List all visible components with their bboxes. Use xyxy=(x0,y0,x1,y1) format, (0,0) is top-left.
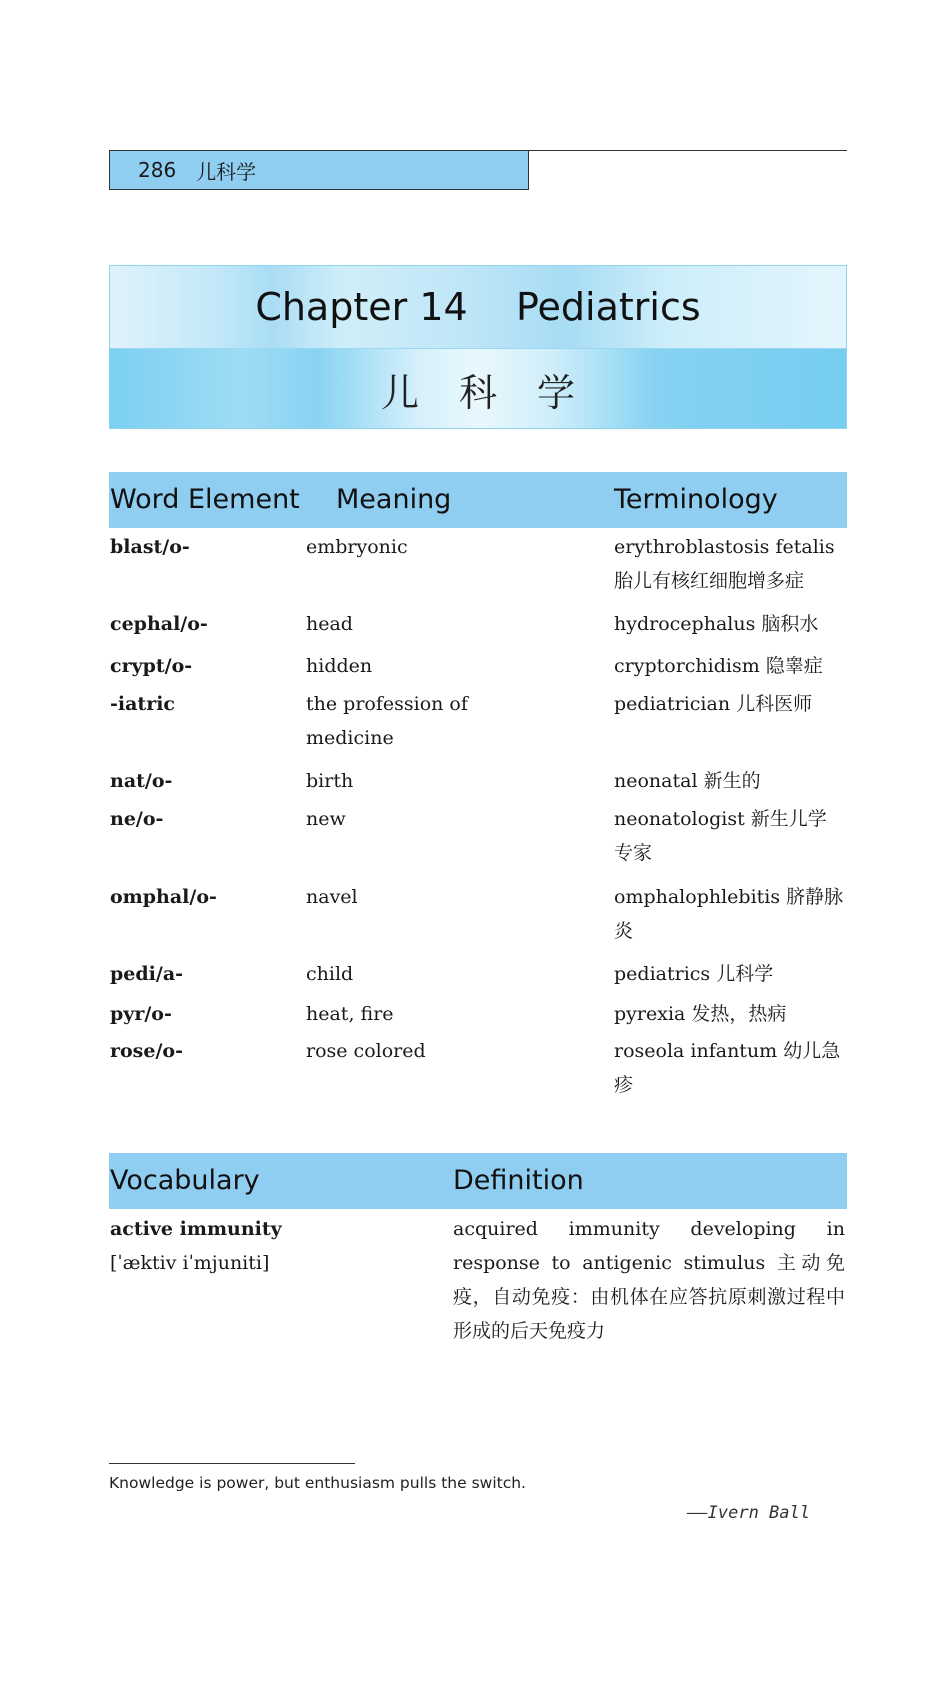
word-element: blast/o- xyxy=(110,536,190,558)
meaning: head xyxy=(306,613,353,635)
vocab-table-header xyxy=(109,1153,847,1209)
meaning: the profession of medicine xyxy=(306,693,468,749)
footnote-rule xyxy=(109,1463,355,1464)
chapter-title-en: Chapter 14 Pediatrics xyxy=(255,285,701,329)
terminology: omphalophlebitis 脐静脉炎 xyxy=(614,886,844,942)
meaning: birth xyxy=(306,770,354,792)
page-number: 286 xyxy=(138,158,177,182)
column-header-meaning: Meaning xyxy=(336,484,452,515)
terminology: hydrocephalus 脑积水 xyxy=(614,613,819,635)
meaning: embryonic xyxy=(306,536,408,558)
vocab-word: active immunity xyxy=(110,1218,282,1240)
word-element: nat/o- xyxy=(110,770,173,792)
running-header xyxy=(109,150,529,190)
meaning: hidden xyxy=(306,655,373,677)
word-element: omphal/o- xyxy=(110,886,217,908)
terminology: neonatologist 新生儿学专家 xyxy=(614,808,827,864)
chapter-title-zh: 儿科学 xyxy=(380,371,615,415)
column-header-definition: Definition xyxy=(453,1165,584,1196)
chapter-subtitle-band xyxy=(110,349,846,429)
meaning: rose colored xyxy=(306,1040,426,1062)
meaning: child xyxy=(306,963,354,985)
word-element: cephal/o- xyxy=(110,613,208,635)
column-header-word-element: Word Element xyxy=(110,484,300,515)
terminology: cryptorchidism 隐睾症 xyxy=(614,655,823,677)
terminology: pediatrics 儿科学 xyxy=(614,963,774,985)
word-element: -iatric xyxy=(110,693,175,715)
header-rule xyxy=(529,150,847,151)
vocab-pronunciation: [ˈæktiv iˈmjuniti] xyxy=(110,1252,270,1274)
vocab-definition: acquired immunity developing in response to antigenic stimulus 主动免疫，自动免疫：由机体在应答抗原刺激过程中形成的后天免疫力 xyxy=(453,1218,845,1342)
running-title: 儿科学 xyxy=(196,159,257,184)
word-element: rose/o- xyxy=(110,1040,183,1062)
chapter-title-band xyxy=(110,266,846,349)
word-element: crypt/o- xyxy=(110,655,193,677)
meaning: heat, fire xyxy=(306,1003,394,1025)
word-element: pedi/a- xyxy=(110,963,184,985)
terminology: pediatrician 儿科医师 xyxy=(614,693,813,715)
terminology: neonatal 新生的 xyxy=(614,770,761,792)
terminology: roseola infantum 幼儿急疹 xyxy=(614,1040,841,1096)
column-header-terminology: Terminology xyxy=(614,484,778,515)
chapter-banner xyxy=(109,265,847,429)
word-element: pyr/o- xyxy=(110,1003,172,1025)
meaning: navel xyxy=(306,886,358,908)
footnote-author: ——Ivern Ball xyxy=(687,1503,810,1523)
terminology: pyrexia 发热，热病 xyxy=(614,1003,787,1025)
word-table-header xyxy=(109,472,847,528)
column-header-vocabulary: Vocabulary xyxy=(110,1165,260,1196)
meaning: new xyxy=(306,808,346,830)
footnote-quote: Knowledge is power, but enthusiasm pulls the switch. xyxy=(109,1474,526,1492)
terminology: erythroblastosis fetalis 胎儿有核红细胞增多症 xyxy=(614,536,835,592)
word-element: ne/o- xyxy=(110,808,164,830)
